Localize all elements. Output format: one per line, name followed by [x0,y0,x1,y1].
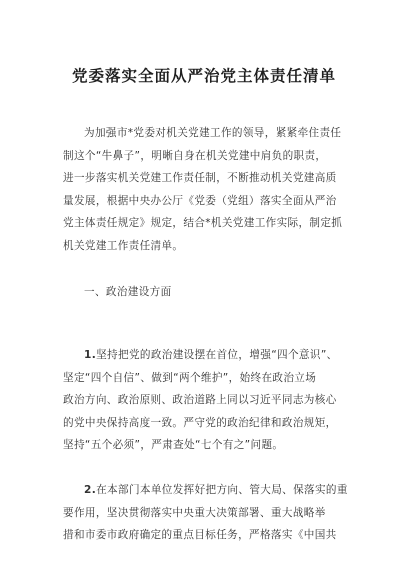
intro-line: 党主体责任规定》规定，结合*机关党建工作实际，制定抓 [63,217,343,229]
intro-line: 量发展，根据中央办公厅《党委（党组）落实全面从严治 [63,194,337,207]
section-heading [63,281,351,304]
item-line: 坚持“五个必须”，严肃查处“七个有之”问题。 [63,439,284,451]
intro-line: 机关党建工作责任清单。 [63,239,184,252]
item-line: 政治方向、政治原则、政治道路上同以习近平同志为核心 [63,394,337,406]
item-line: 坚定“四个自信”、做到“两个维护”，始终在政治立场 [63,371,317,384]
item-line: 在本部门本单位发挥好把方向、管大局、保落实的重 [96,484,348,496]
intro-line: 制这个“牛鼻子”，明晰自身在机关党建中肩负的职责， [63,149,327,162]
intro-line: 进一步落实机关党建工作责任制，不断推动机关党建高质 [63,172,337,184]
document-title: 党委落实全面从严治党主体责任清单 [71,67,336,85]
list-item [63,479,351,547]
item-line: 措和市委市政府确定的重点目标任务，严格落实《中国共 [63,529,337,541]
item-line: 要作用，坚决贯彻落实中央重大决策部署、重大战略举 [63,506,326,519]
item-line: 坚持把党的政治建设摆在首位，增强“四个意识”、 [96,349,338,361]
item-number: 2. [84,484,97,496]
intro-line: 为加强市*党委对机关党建工作的领导，紧紧牵住责任 [84,127,342,139]
list-item [63,344,351,457]
item-line: 的党中央保持高度一致。严守党的政治纪律和政治规矩， [63,416,337,429]
intro-paragraph [63,122,351,257]
item-number: 1. [84,349,97,361]
section-heading-text: 一、政治建设方面 [84,286,172,298]
